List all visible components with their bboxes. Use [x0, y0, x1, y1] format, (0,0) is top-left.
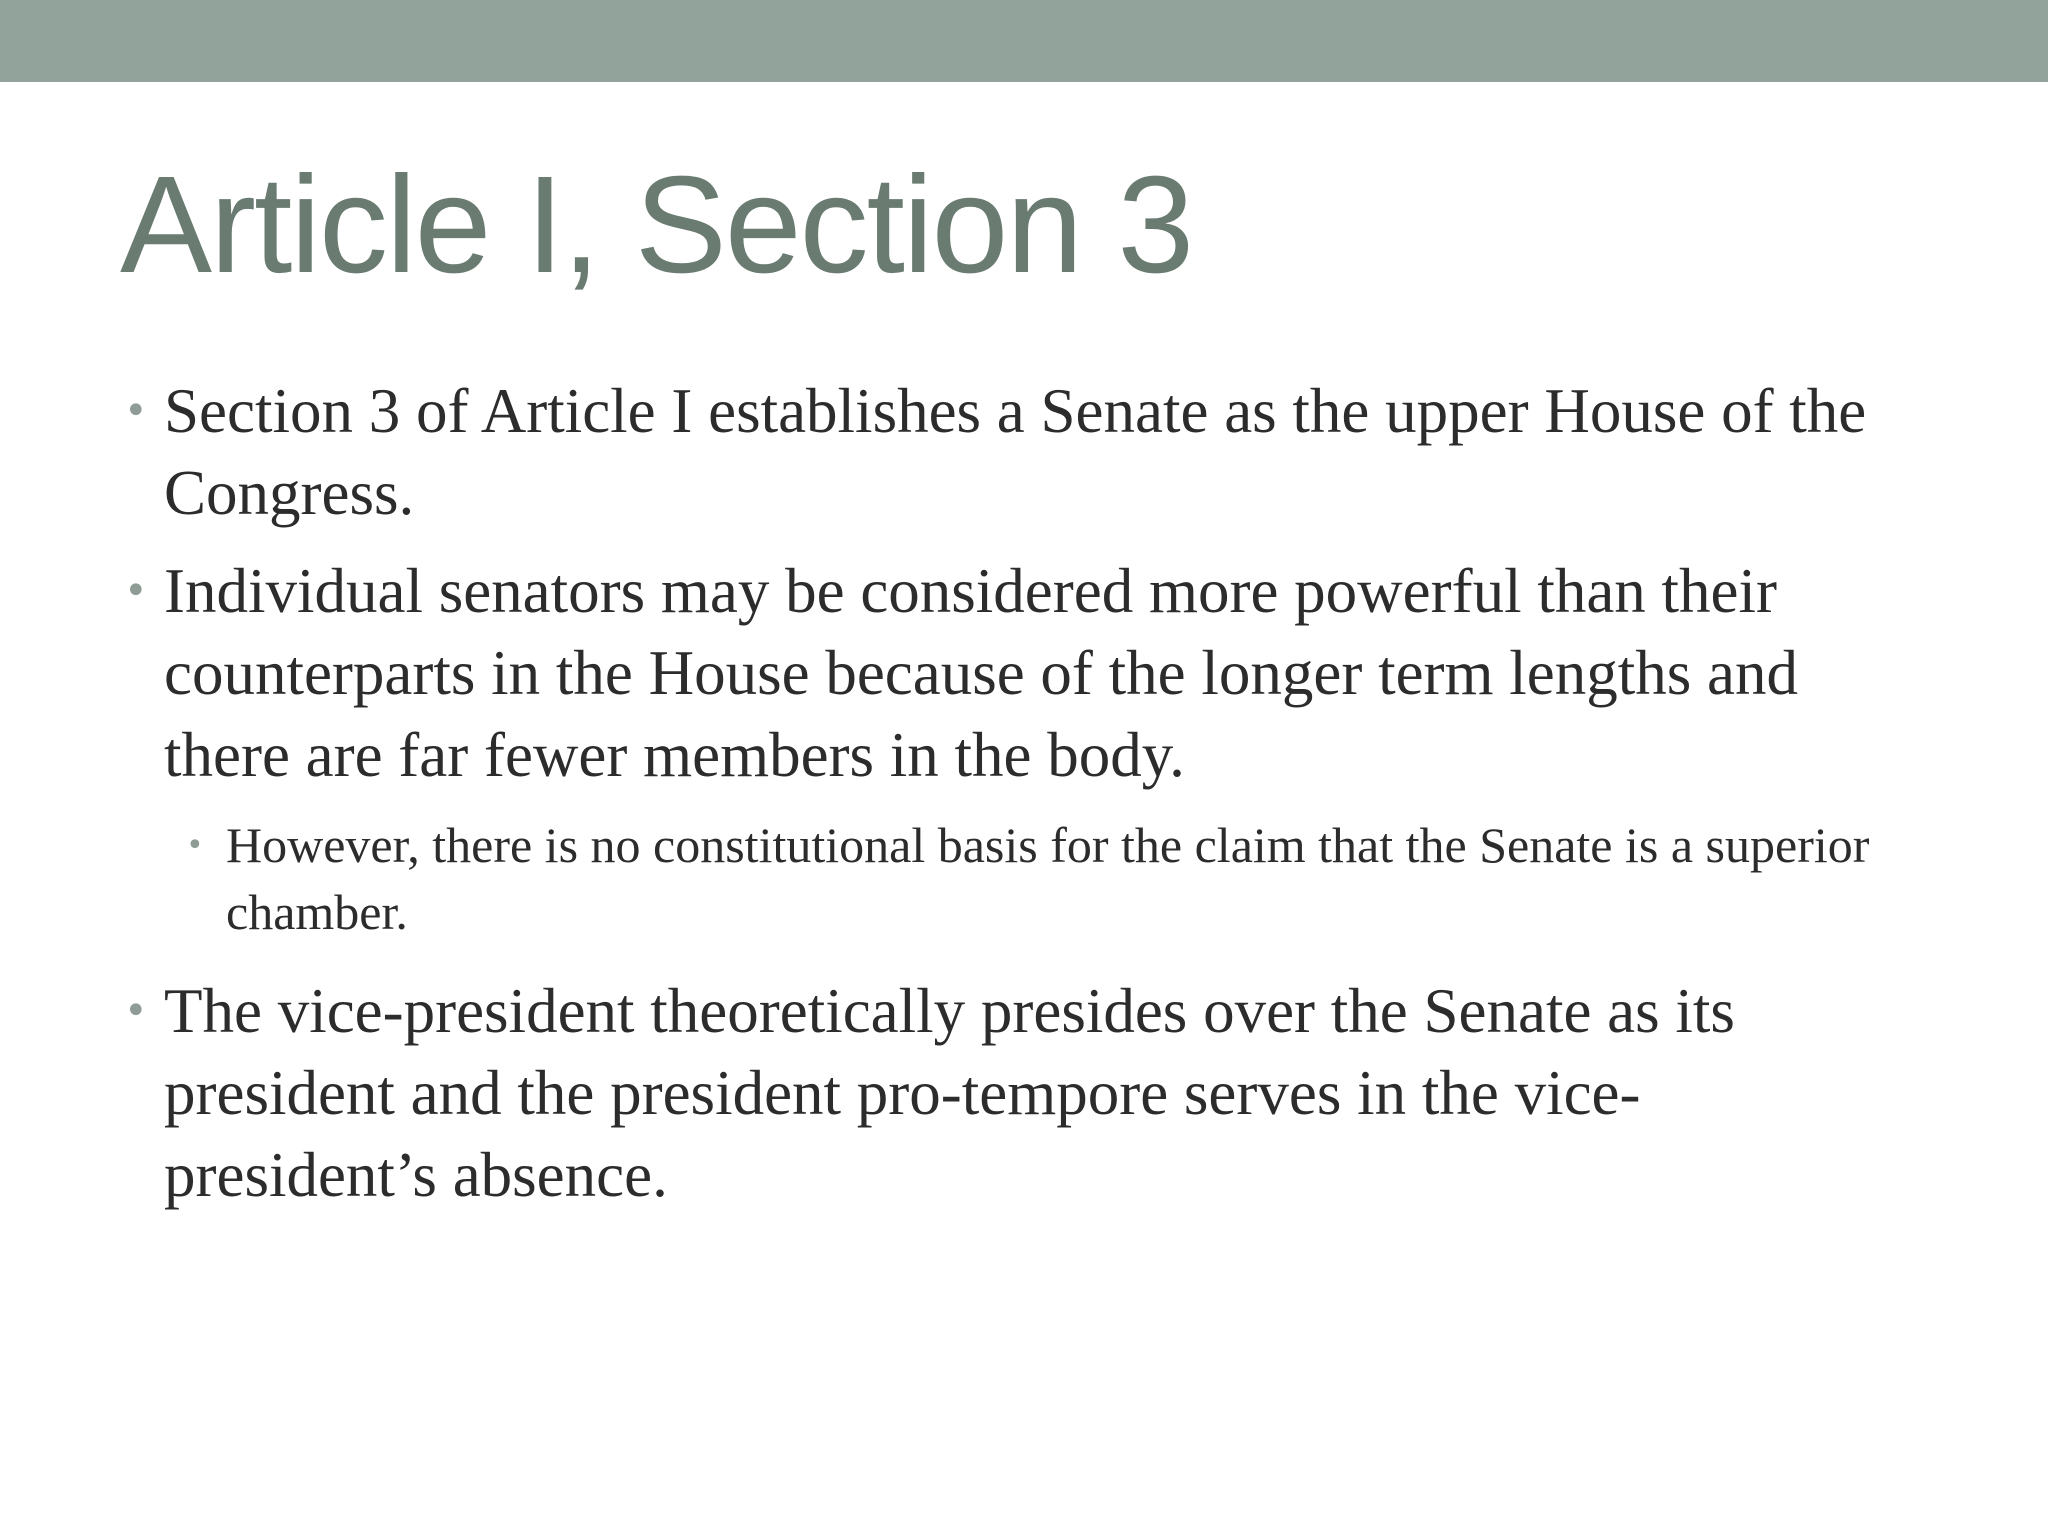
bullet-text: Section 3 of Article I establishes a Senate as the upper House of the Congress.	[164, 376, 1867, 528]
sub-bullet-item	[182, 812, 1900, 946]
sub-bullet-marker: •	[186, 828, 204, 863]
bullet-marker: •	[124, 388, 148, 434]
bullet-marker: •	[124, 568, 148, 614]
bullet-item	[120, 970, 1900, 1216]
sub-bullet-text: However, there is no constitutional basis for the claim that the Senate is a superior chamber.	[226, 817, 1870, 940]
bullet-list	[120, 370, 1900, 1232]
bullet-item	[120, 370, 1900, 534]
bullet-text: The vice-president theoretically presides over the Senate as its president and the president pro-tempore serves in the vice-president’s absence.	[164, 976, 1735, 1210]
bullet-marker: •	[124, 988, 148, 1034]
header-band	[0, 0, 2048, 82]
bullet-text: Individual senators may be considered more powerful than their counterparts in the House because of the longer term lengths and there are far fewer members in the body.	[164, 556, 1798, 790]
slide-title: Article I, Section 3	[120, 148, 1193, 302]
bullet-item	[120, 550, 1900, 796]
